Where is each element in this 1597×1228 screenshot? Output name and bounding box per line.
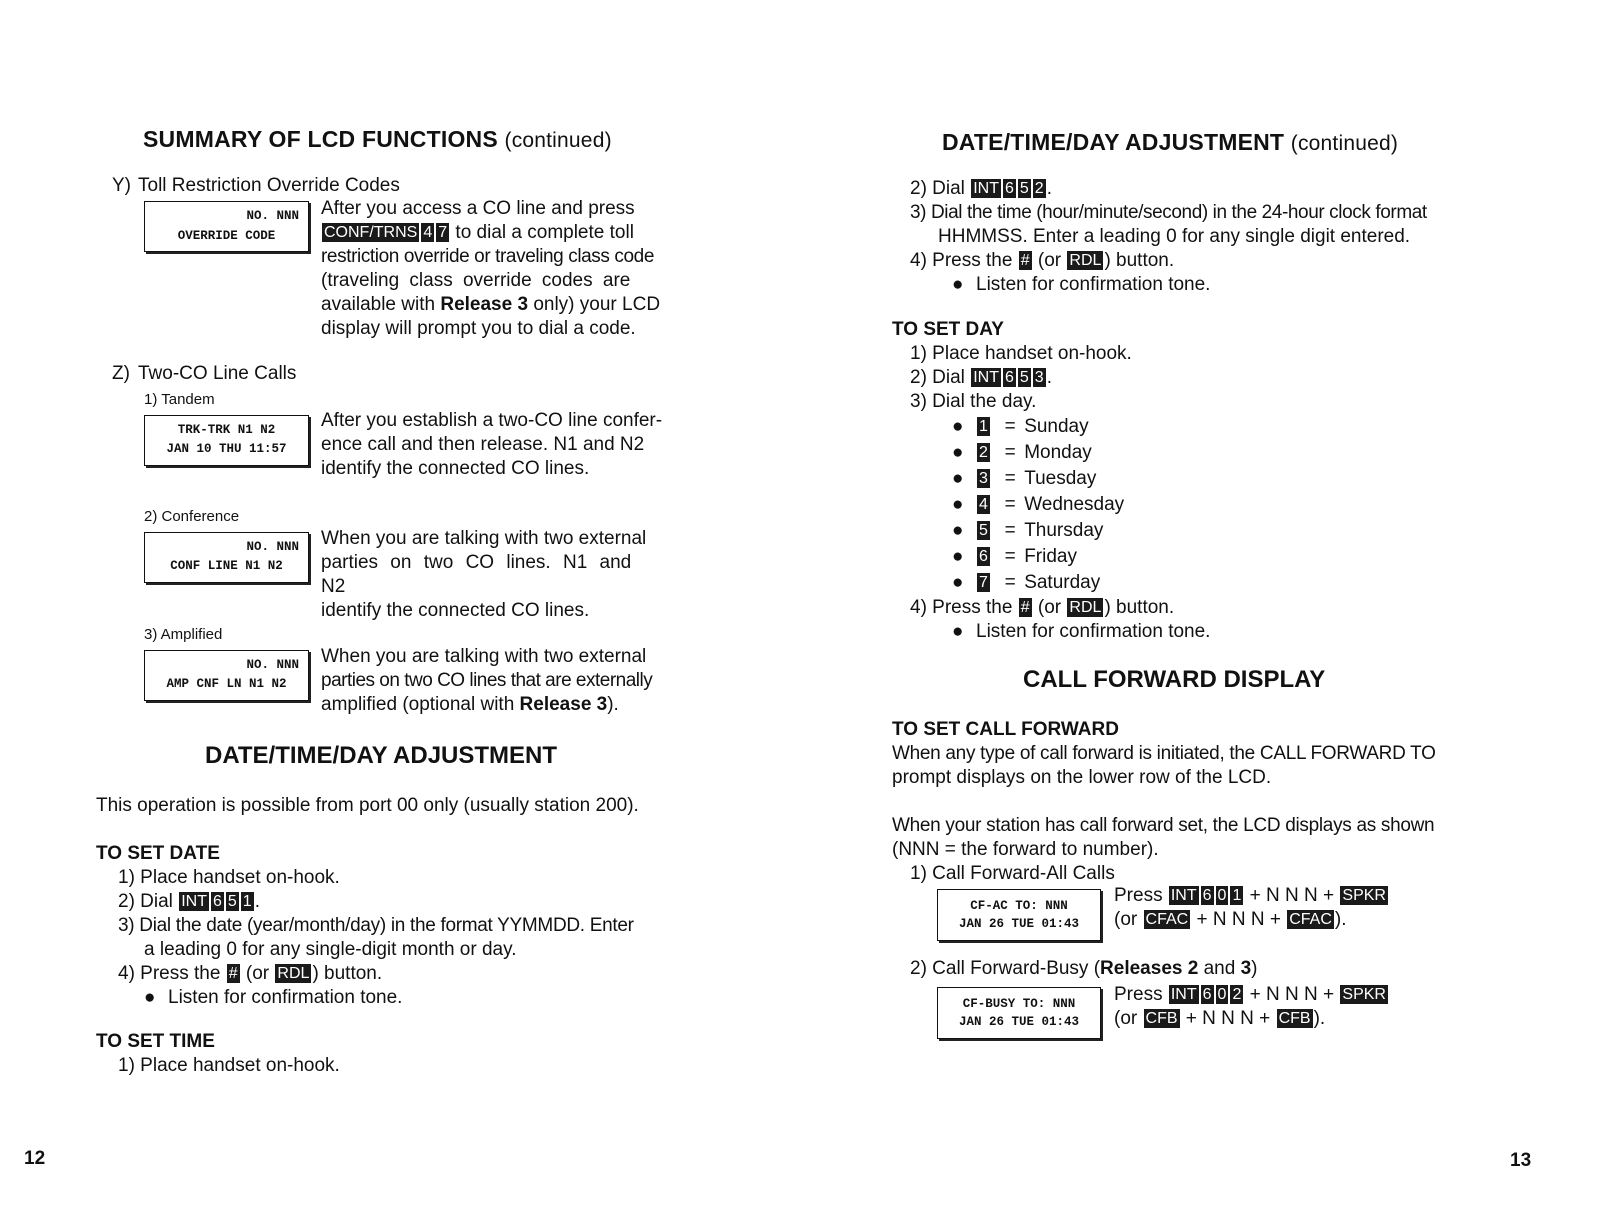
date-time-intro: This operation is possible from port 00 only (usually station 200). [96,795,639,816]
tandem-desc: After you establish a two-CO line confer- ence call and then release. N1 and N2 identify the connected CO lines. [321,410,663,479]
page-number-left: 12 [24,1148,46,1169]
cf-busy-title: 2) Call Forward-Busy (Releases 2 and 3) [910,958,1258,979]
key-4: 4 [423,224,433,241]
lcd-cf-all-calls: CF-AC TO: NNN JAN 26 TUE 01:43 [937,889,1101,941]
lcd-override-code: NO. NNN OVERRIDE CODE [144,201,309,252]
call-forward-heading: CALL FORWARD DISPLAY [1023,666,1326,693]
lcd-tandem: TRK-TRK N1 N2 JAN 10 THU 11:57 [144,415,309,466]
lcd-amplified: NO. NNN AMP CNF LN N1 N2 [144,650,309,701]
conference-title: 2) Conference [144,508,240,525]
amplified-desc: When you are talking with two external parties on two CO lines that are externally amplified (optional with Release 3). [321,646,653,715]
left-heading: SUMMARY OF LCD FUNCTIONS (continued) [143,126,612,152]
tandem-title: 1) Tandem [144,391,215,408]
conference-desc: When you are talking with two external parties on two CO lines. N1 and N2 identify the connected CO lines. [321,528,647,621]
amplified-title: 3) Amplified [144,626,223,643]
page-number-right: 13 [1510,1150,1532,1171]
call-forward-intro: When any type of call forward is initiated, the CALL FORWARD TO prompt displays on the lower row of the LCD. When your station has call forward set, the LCD displays as shown (NNN = the forward to number). 1) Call Forward-All Calls [892,743,1436,884]
set-time-heading: TO SET TIME [96,1031,215,1052]
item-y-desc: After you access a CO line and press CONF/TRNS 4 7 to dial a complete toll restriction override or traveling class code (traveling class override codes are available with Release 3 only) your LCD display will prompt you to dial a code. [321,198,661,339]
set-time-steps: 2) Dial INT 6 5 2 . 3) Dial the time (hour/minute/second) in the 24-hour clock format HHMMSS. Enter a leading 0 for any single digit entered. 4) Press the # (or RDL ) button. ● Listen for confirmation tone. [910,178,1427,295]
days-list: ● 1 = Sunday ● 2 = Monday ● 3 = Tuesday ● 4 = Wednesday ● 5 = Thursday ● 6 = Friday ● 7 = Saturday [952,416,1125,593]
set-day-steps: 1) Place handset on-hook. 2) Dial INT 6 5 3 . 3) Dial the day. ● 1 = Sunday ● 2 = Monday ● 3 = Tuesday ● 4 = Wednesday ● 5 = Thursday ● 6 = Friday ● 7 = Saturday 4) Press the # (or RDL ) button. ● Listen for confirmation tone. [910,342,1470,644]
set-time-step-1: 1) Place handset on-hook. [118,1055,340,1076]
set-date-heading: TO SET DATE [96,843,220,864]
lcd-conference: NO. NNN CONF LINE N1 N2 [144,532,309,583]
cf-busy-keys: Press INT 6 0 2 + N N N + SPKR (or CFB + N N N + CFB ). [1114,984,1386,1029]
item-y: Y) Toll Restriction Override Codes [112,175,400,196]
set-call-forward-heading: TO SET CALL FORWARD [892,719,1119,740]
right-heading: DATE/TIME/DAY ADJUSTMENT (continued) [942,129,1399,155]
set-day-heading: TO SET DAY [892,319,1004,340]
item-z: Z) Two-CO Line Calls [112,363,297,384]
conf-trns-key: CONF/TRNS [324,224,418,241]
date-time-heading: DATE/TIME/DAY ADJUSTMENT [205,742,558,769]
set-date-steps: 1) Place handset on-hook. 2) Dial INT 6 5 1 . 3) Dial the date (year/month/day) in the format YYMMDD. Enter a leading 0 for any single-digit month or day. 4) Press the # (or RDL ) button. ● Listen for confirmation tone. [118,867,634,1008]
cf-all-calls-keys: Press INT 6 0 1 + N N N + SPKR (or CFAC + N N N + CFAC ). [1114,885,1386,930]
lcd-cf-busy: CF-BUSY TO: NNN JAN 26 TUE 01:43 [937,987,1101,1039]
key-7: 7 [438,224,448,241]
